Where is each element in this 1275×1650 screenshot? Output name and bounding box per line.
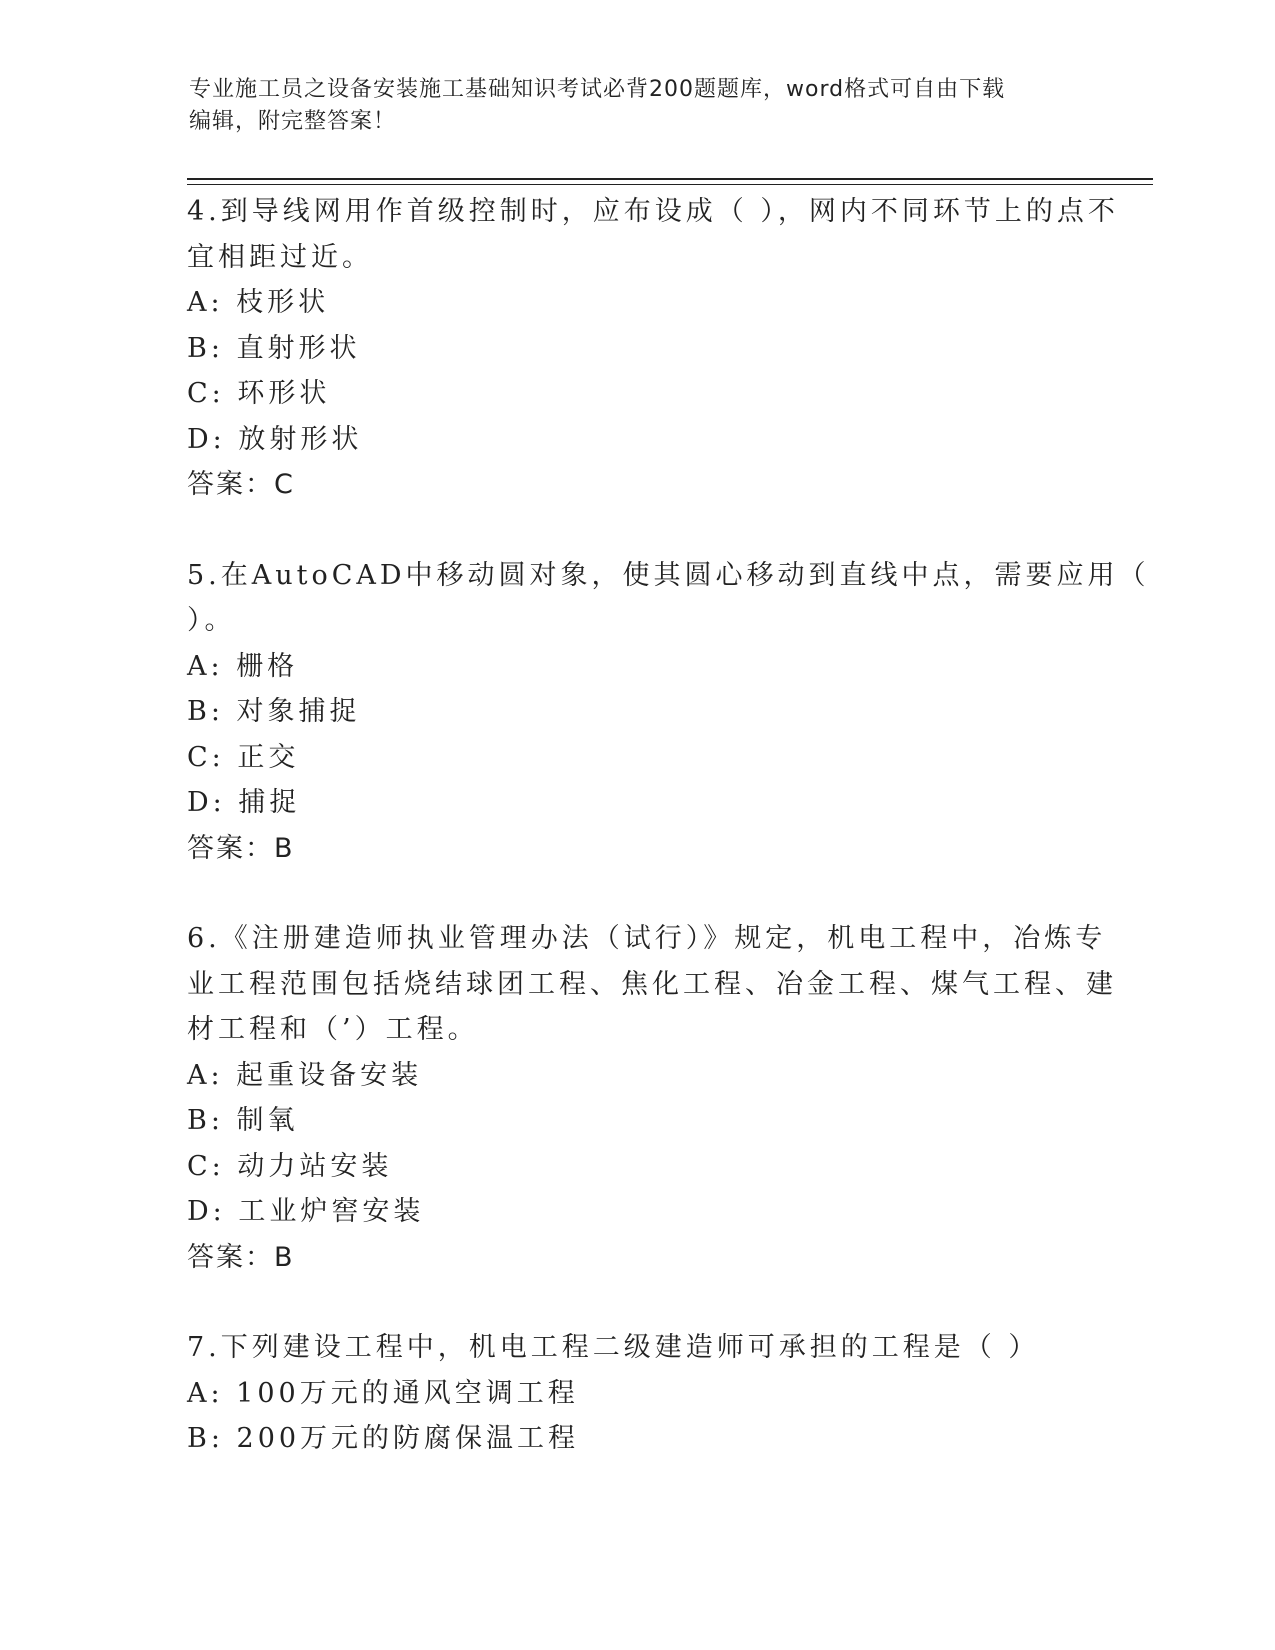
header-line-1: 专业施工员之设备安装施工基础知识考试必背200题题库，word格式可自由下载 bbox=[189, 77, 1006, 102]
header-line-2: 编辑，附完整答案！ bbox=[189, 109, 397, 134]
option-b: B: 直射形状 bbox=[187, 332, 361, 364]
question-5 bbox=[187, 553, 1150, 872]
question-4 bbox=[187, 189, 1119, 508]
option-c: C: 动力站安装 bbox=[187, 1150, 393, 1182]
question-stem-line: 材工程和（’）工程。 bbox=[187, 1014, 479, 1045]
question-stem-line: 宜相距过近。 bbox=[187, 241, 373, 273]
answer-line: 答案：B bbox=[187, 1241, 295, 1273]
option-d: D: 捕捉 bbox=[187, 787, 301, 818]
option-d: D: 工业炉窖安装 bbox=[187, 1196, 425, 1227]
question-6 bbox=[187, 916, 1117, 1280]
question-stem-line: 6.《注册建造师执业管理办法（试行）》规定，机电工程中，冶炼专 bbox=[187, 923, 1107, 954]
answer-line: 答案：C bbox=[187, 469, 295, 500]
option-a: A: 枝形状 bbox=[187, 287, 330, 318]
option-d: D: 放射形状 bbox=[187, 423, 363, 455]
option-b: B: 200万元的防腐保温工程 bbox=[187, 1423, 580, 1454]
question-stem-line: 5.在AutoCAD中移动圆对象，使其圆心移动到直线中点，需要应用（ bbox=[187, 559, 1150, 591]
question-list bbox=[187, 189, 1150, 1507]
question-stem-line: 业工程范围包括烧结球团工程、焦化工程、冶金工程、煤气工程、建 bbox=[187, 968, 1117, 1000]
option-a: A: 100万元的通风空调工程 bbox=[187, 1377, 579, 1409]
question-stem-line: 4.到导线网用作首级控制时，应布设成（ ），网内不同环节上的点不 bbox=[187, 196, 1119, 227]
question-stem-line: 7.下列建设工程中，机电工程二级建造师可承担的工程是（ ） bbox=[187, 1332, 1040, 1363]
option-a: A: 栅格 bbox=[187, 650, 299, 682]
question-stem-line: ）。 bbox=[187, 605, 236, 636]
question-7 bbox=[187, 1325, 1087, 1462]
document-header bbox=[189, 74, 1069, 138]
answer-line: 答案：B bbox=[187, 832, 295, 864]
option-b: B: 对象捕捉 bbox=[187, 696, 361, 727]
option-c: C: 正交 bbox=[187, 741, 300, 773]
header-divider-thick bbox=[187, 178, 1153, 180]
header-divider-thin bbox=[187, 184, 1153, 185]
option-c: C: 环形状 bbox=[187, 378, 331, 409]
option-b: B: 制氧 bbox=[187, 1105, 299, 1136]
option-a: A: 起重设备安装 bbox=[187, 1059, 423, 1091]
